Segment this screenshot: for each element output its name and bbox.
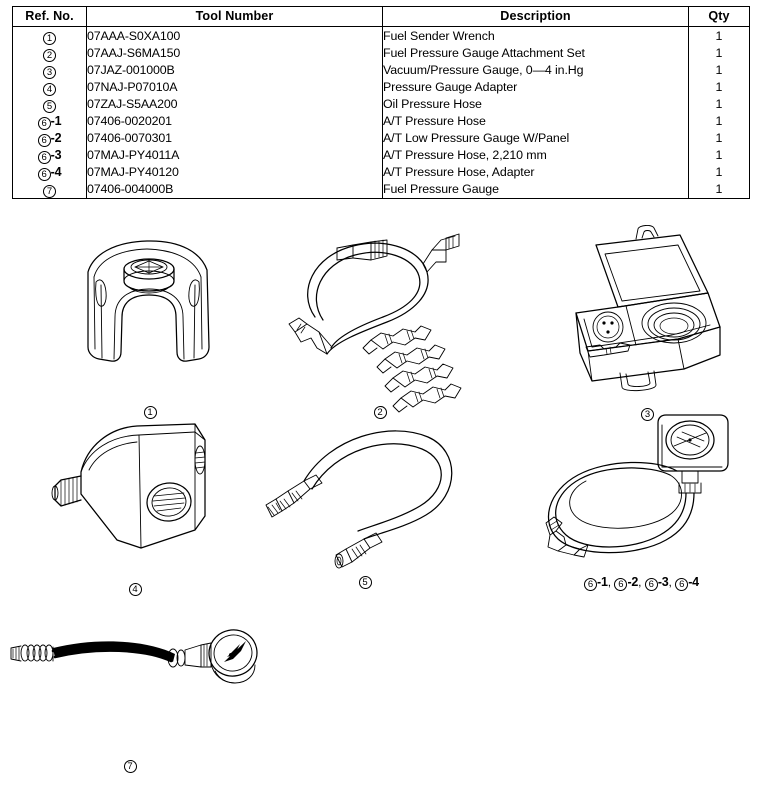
fuel-pressure-gauge-drawing — [5, 617, 255, 707]
figure-6-ref-numbers: 6 -1, 6 -2, 6 -3, 6 -4 — [584, 575, 699, 589]
cell-ref-no — [13, 164, 87, 181]
figure-7-fuel-pressure-gauge — [5, 617, 255, 772]
column-header-tool-number: Tool Number — [87, 7, 383, 27]
hose-fitting-left — [289, 318, 331, 354]
cell-ref-no — [13, 96, 87, 113]
figure-3-ref-number: 3 — [641, 408, 654, 421]
cell-description: A/T Pressure Hose, 2,210 mm — [383, 147, 689, 164]
ref-number-circle: 6 — [38, 117, 51, 130]
hose-end-fitting-upper — [266, 475, 322, 517]
cell-description: Fuel Pressure Gauge — [383, 181, 689, 199]
cell-tool-number: 07406-0020201 — [87, 113, 383, 130]
pressure-gauge-head — [205, 626, 262, 683]
table-row — [13, 130, 750, 147]
cell-tool-number: 07JAZ-001000B — [87, 62, 383, 79]
figure-1-fuel-sender-wrench — [55, 225, 245, 418]
cell-ref-no — [13, 45, 87, 62]
cell-description: Vacuum/Pressure Gauge, 0—4 in.Hg — [383, 62, 689, 79]
cell-ref-no — [13, 181, 87, 199]
figure-6-caption — [534, 575, 749, 591]
cell-tool-number: 07406-0070301 — [87, 130, 383, 147]
figure-6-at-pressure-hose-gauge-panel — [540, 413, 740, 590]
cell-qty: 1 — [689, 79, 750, 96]
ref-number-suffix: -2 — [50, 131, 62, 145]
hose-fitting-right — [423, 234, 459, 272]
illustration-area — [0, 205, 761, 785]
ref-number-circle: 2 — [43, 49, 56, 62]
figure-4-ref-number: 4 — [129, 583, 142, 596]
hose-barb-fitting — [11, 645, 53, 661]
figure-6-ref-number-part: 6 — [645, 578, 658, 591]
gauge-adapter-drawing — [45, 420, 225, 575]
ref-number-circle: 7 — [43, 185, 56, 198]
oil-pressure-hose-drawing — [260, 423, 470, 573]
ref-number-circle: 1 — [43, 32, 56, 45]
ref-number-suffix: -1 — [50, 114, 62, 128]
cell-description: A/T Low Pressure Gauge W/Panel — [383, 130, 689, 147]
figure-2-fuel-pressure-gauge-attachment-set — [275, 220, 485, 418]
ref-number-circle: 6 — [38, 151, 51, 164]
cell-description: Fuel Sender Wrench — [383, 27, 689, 46]
cell-ref-no — [13, 147, 87, 164]
table-row — [13, 62, 750, 79]
table-row — [13, 27, 750, 46]
cell-qty: 1 — [689, 130, 750, 147]
ref-number-circle: 5 — [43, 100, 56, 113]
table-header-row — [13, 7, 750, 27]
figure-1-ref-number: 1 — [144, 406, 157, 419]
cell-qty: 1 — [689, 45, 750, 62]
cell-description: A/T Pressure Hose — [383, 113, 689, 130]
cell-tool-number: 07NAJ-P07010A — [87, 79, 383, 96]
cell-qty: 1 — [689, 27, 750, 46]
cell-description: Fuel Pressure Gauge Attachment Set — [383, 45, 689, 62]
figure-6-ref-number-part: 6 — [584, 578, 597, 591]
at-hose-end-fitting — [546, 517, 588, 557]
figure-2-ref-number: 2 — [374, 406, 387, 419]
cell-qty: 1 — [689, 164, 750, 181]
cell-tool-number: 07AAA-S0XA100 — [87, 27, 383, 46]
figure-6-ref-number-part: 6 — [614, 578, 627, 591]
cell-qty: 1 — [689, 62, 750, 79]
cell-ref-no — [13, 130, 87, 147]
ref-number-suffix: -4 — [50, 165, 62, 179]
cell-tool-number: 07406-004000B — [87, 181, 383, 199]
table-row — [13, 79, 750, 96]
table-row — [13, 45, 750, 62]
cell-qty: 1 — [689, 147, 750, 164]
adapter-piece-3 — [385, 364, 453, 392]
cell-tool-number: 07AAJ-S6MA150 — [87, 45, 383, 62]
figure-6-ref-suffix-part: -2 — [627, 575, 639, 589]
cell-ref-no — [13, 62, 87, 79]
cell-description: Oil Pressure Hose — [383, 96, 689, 113]
figure-5-ref-number: 5 — [359, 576, 372, 589]
figure-7-ref-number: 7 — [124, 760, 137, 773]
special-tools-table — [12, 6, 750, 199]
table-row — [13, 96, 750, 113]
cell-description: A/T Pressure Hose, Adapter — [383, 164, 689, 181]
figure-6-ref-suffix-part: -3 — [657, 575, 669, 589]
figure-2-caption — [275, 403, 485, 419]
figure-4-pressure-gauge-adapter — [45, 420, 225, 595]
ref-number-circle: 3 — [43, 66, 56, 79]
cell-tool-number: 07ZAJ-S5AA200 — [87, 96, 383, 113]
figure-5-oil-pressure-hose — [260, 423, 470, 588]
figure-1-caption — [55, 403, 245, 419]
figure-7-caption — [5, 757, 255, 773]
table-body — [13, 27, 750, 199]
cell-qty: 1 — [689, 113, 750, 130]
figure-5-caption — [260, 573, 470, 589]
figure-3-vacuum-pressure-gauge-case — [560, 227, 735, 420]
cell-ref-no — [13, 113, 87, 130]
adapter-piece-2 — [377, 345, 445, 373]
cell-qty: 1 — [689, 96, 750, 113]
cell-description: Pressure Gauge Adapter — [383, 79, 689, 96]
table-row — [13, 164, 750, 181]
ref-number-suffix: -3 — [50, 148, 62, 162]
special-tools-table-container — [12, 6, 749, 199]
cell-tool-number: 07MAJ-PY40120 — [87, 164, 383, 181]
cell-qty: 1 — [689, 181, 750, 199]
low-pressure-gauge-panel — [658, 415, 728, 493]
table-row — [13, 147, 750, 164]
figure-6-ref-number-part: 6 — [675, 578, 688, 591]
ref-number-circle: 6 — [38, 168, 51, 181]
table-row — [13, 113, 750, 130]
cell-tool-number: 07MAJ-PY4011A — [87, 147, 383, 164]
figure-6-ref-suffix-part: -4 — [688, 575, 699, 589]
column-header-qty: Qty — [689, 7, 750, 27]
cell-ref-no — [13, 27, 87, 46]
ref-number-circle: 6 — [38, 134, 51, 147]
column-header-ref-no: Ref. No. — [13, 7, 87, 27]
fuel-sender-wrench-drawing — [55, 225, 245, 400]
column-header-description: Description — [383, 7, 689, 27]
cell-ref-no — [13, 79, 87, 96]
at-gauge-panel-drawing — [540, 413, 740, 573]
figure-4-caption — [45, 580, 225, 596]
table-row — [13, 181, 750, 199]
gauge-attachment-set-drawing — [275, 220, 485, 400]
gauge-case-drawing — [560, 227, 735, 397]
ref-number-circle: 4 — [43, 83, 56, 96]
figure-6-ref-suffix-part: -1 — [597, 575, 608, 589]
hose-end-fitting-lower — [335, 533, 382, 568]
